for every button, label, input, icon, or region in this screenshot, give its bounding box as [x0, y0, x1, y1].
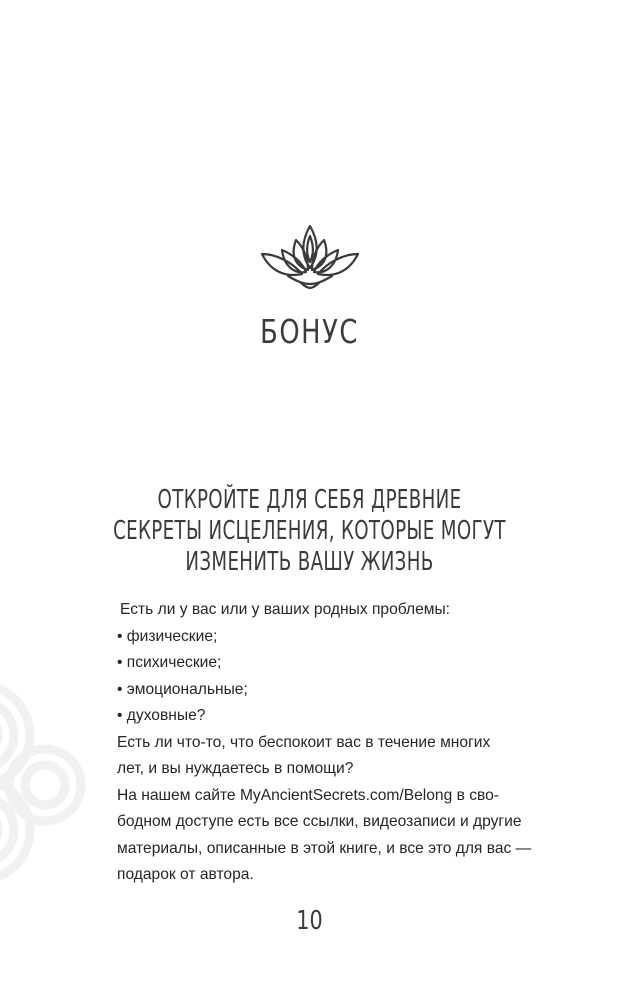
subheading-line: ОТКРОЙТЕ ДЛЯ СЕБЯ ДРЕВНИЕ: [157, 485, 462, 515]
list-item: • духовные?: [117, 707, 206, 724]
lotus-icon: [258, 222, 362, 290]
section-title: БОНУС: [260, 312, 359, 351]
circle-pattern-decoration: [0, 680, 90, 900]
list-item: • эмоциональные;: [117, 680, 248, 698]
subheading-line: ИЗМЕНИТЬ ВАШУ ЖИЗНЬ: [185, 547, 434, 577]
subheading-line: СЕКРЕТЫ ИСЦЕЛЕНИЯ, КОТОРЫЕ МОГУТ: [113, 516, 506, 546]
question-line: лет, и вы нуждаетесь в помощи?: [117, 760, 354, 777]
intro-paragraph: Есть ли у вас или у ваших родных проблемы:: [120, 601, 451, 618]
question-line: Есть ли что-то, что беспокоит вас в течение многих: [117, 733, 491, 751]
offer-line: материалы, описанные в этой книге, и все это для вас —: [117, 839, 532, 857]
offer-line: На нашем сайте MyAncientSecrets.com/Belong в сво-: [117, 786, 500, 804]
body-text: [117, 597, 547, 889]
list-item: • психические;: [117, 654, 222, 671]
offer-line: бодном доступе есть все ссылки, видеозаписи и другие: [117, 813, 522, 830]
offer-line: подарок от автора.: [117, 866, 254, 883]
page-number: 10: [296, 906, 323, 936]
subheading: [0, 485, 619, 578]
list-item: • физические;: [117, 627, 218, 645]
